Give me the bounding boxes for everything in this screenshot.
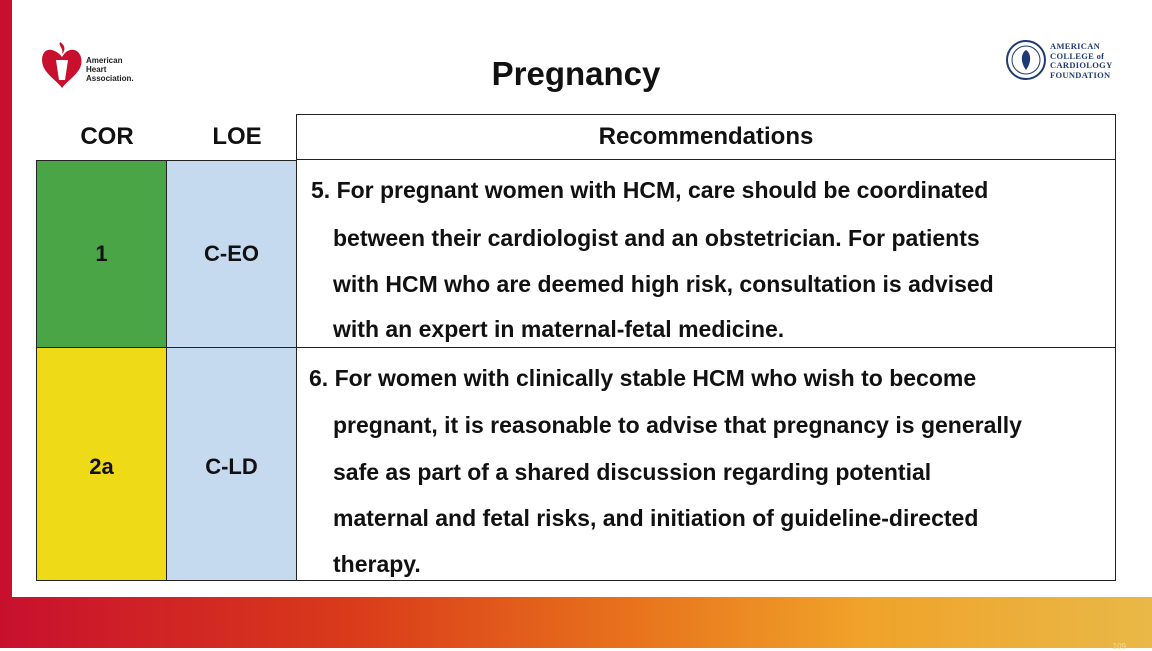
cor-value: 2a bbox=[89, 454, 114, 479]
recommendations-header: Recommendations bbox=[296, 114, 1116, 160]
cor-cell-row-1 bbox=[36, 160, 167, 348]
cor-cell-row-2 bbox=[36, 347, 167, 581]
recommendation-row-1 bbox=[296, 160, 1116, 348]
bottom-gradient-band bbox=[0, 597, 1152, 648]
page-number: 109 bbox=[1112, 642, 1126, 651]
recommendation-line: 5. For pregnant women with HCM, care should be coordinated bbox=[311, 177, 989, 203]
cor-header: COR bbox=[80, 123, 134, 150]
recommendation-line: pregnant, it is reasonable to advise that pregnancy is generally bbox=[333, 412, 1022, 438]
acc-wordmark: AMERICAN COLLEGE of CARDIOLOGY FOUNDATION bbox=[1050, 41, 1113, 80]
recommendation-line: safe as part of a shared discussion regarding potential bbox=[333, 459, 932, 485]
recommendation-line: therapy. bbox=[333, 551, 421, 577]
recommendation-line: with an expert in maternal-fetal medicine. bbox=[333, 316, 785, 342]
loe-cell-row-1 bbox=[166, 160, 297, 348]
loe-value: C-EO bbox=[204, 241, 259, 266]
loe-cell-row-2 bbox=[166, 347, 297, 581]
recommendation-row-2 bbox=[296, 347, 1116, 581]
loe-header: LOE bbox=[212, 123, 262, 150]
recommendation-line: 6. For women with clinically stable HCM who wish to become bbox=[309, 365, 977, 391]
cor-value: 1 bbox=[95, 241, 108, 266]
loe-value: C-LD bbox=[205, 454, 258, 479]
aha-wordmark: American Heart Association. bbox=[86, 56, 134, 83]
recommendation-line: with HCM who are deemed high risk, consultation is advised bbox=[333, 271, 994, 297]
page-title: Pregnancy bbox=[491, 55, 661, 92]
recommendation-line: maternal and fetal risks, and initiation of guideline-directed bbox=[333, 505, 979, 531]
recommendation-line: between their cardiologist and an obstetrician. For patients bbox=[333, 225, 980, 251]
